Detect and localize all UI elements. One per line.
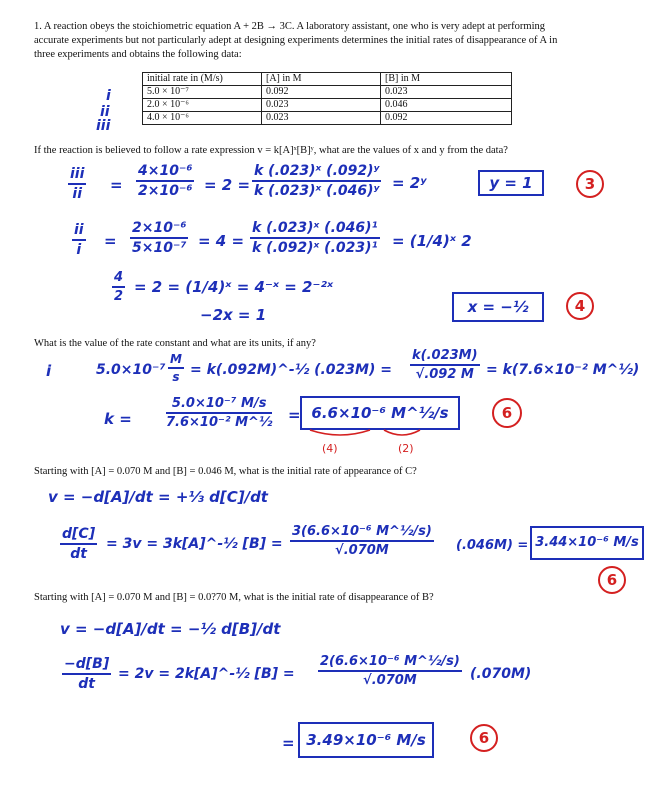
work-c-dc-num: d[C] (60, 526, 97, 545)
work-k-label: i (46, 362, 52, 380)
work-b-line2-tail: (.070M) (470, 666, 532, 682)
header-b: [B] in M (381, 73, 512, 86)
answer-c-box: 3.44×10⁻⁶ M/s (530, 526, 644, 560)
work-k-line1-c: = k(7.6×10⁻² M^½) (486, 362, 640, 378)
work-y-eq-2: = 2 = (204, 176, 251, 194)
header-a: [A] in M (262, 73, 381, 86)
work-k-line1-den: √.092 M (415, 367, 474, 382)
sub-score-value: (4) (322, 442, 338, 455)
work-k-units-den: s (172, 370, 180, 384)
work-c-line2-mid: = 3v = 3k[A]^-½ [B] = (106, 536, 283, 552)
work-x-line2-den: 2 (114, 289, 124, 304)
work-x-line3: −2x = 1 (200, 306, 267, 324)
question-intro-line-3: three experiments and obtains the following data: (34, 49, 242, 60)
work-x-eq: = (104, 232, 117, 250)
question-appearance-c: Starting with [A] = 0.070 M and [B] = 0.046 M, what is the initial rate of appearance of C? (34, 466, 417, 477)
work-k-line1-b: = k(.092M)^-½ (.023M) = (190, 362, 392, 378)
work-x-eq-4: = 4 = (198, 232, 245, 250)
work-b-db-num: −d[B] (62, 656, 111, 675)
work-x-line2-num: 4 (112, 270, 125, 288)
work-k-line1-a: 5.0×10⁻⁷ (96, 362, 166, 378)
work-y-ratio-den: 2×10⁻⁶ (138, 183, 193, 199)
work-y-eq: = (110, 176, 123, 194)
cell-b: 0.092 (381, 112, 512, 125)
answer-k-box: 6.6×10⁻⁶ M^½/s (300, 396, 460, 430)
row-label-i: i (106, 88, 111, 104)
work-c-frac-den: √.070M (335, 543, 389, 558)
work-b-line1: v = −d[A]/dt = −½ d[B]/dt (60, 620, 281, 638)
row-label-ii: ii (100, 104, 110, 120)
question-intro-line-2: accurate experiments but not particularly adept at designing experiments determines the initial rates of disappearance of A in (34, 35, 558, 46)
red-bracket-units (384, 430, 420, 435)
work-x-lhs-num: ii (72, 222, 86, 241)
work-x-k-den: k (.092)ˣ (.023)¹ (252, 240, 378, 256)
work-y-ratio-num: 4×10⁻⁶ (136, 163, 194, 182)
cell-a: 0.023 (262, 99, 381, 112)
score-c: 6 (598, 566, 626, 594)
work-x-result: = (1/4)ˣ 2 (392, 232, 472, 250)
work-y-k-den: k (.023)ˣ (.046)ʸ (254, 183, 380, 199)
score-b: 6 (470, 724, 498, 752)
work-x-lhs-den: i (76, 242, 82, 258)
question-disappearance-b: Starting with [A] = 0.070 M and [B] = 0.0?70 M, what is the initial rate of disappearance of B? (34, 592, 434, 603)
cell-rate: 4.0 × 10⁻⁶ (143, 112, 262, 125)
work-y-lhs-num: iii (68, 166, 86, 185)
score-y: 3 (576, 170, 604, 198)
question-rate-constant: What is the value of the rate constant and what are its units, if any? (34, 338, 316, 349)
work-k-k-num: 5.0×10⁻⁷ M/s (166, 396, 272, 414)
work-c-dc-den: dt (70, 546, 87, 562)
work-k-units-num: M (168, 352, 184, 369)
work-k-line1-num: k(.023M) (410, 348, 480, 366)
work-x-ratio-den: 5×10⁻⁷ (132, 240, 187, 256)
work-b-line2-mid: = 2v = 2k[A]^-½ [B] = (118, 666, 295, 682)
work-b-frac-num: 2(6.6×10⁻⁶ M^½/s) (318, 654, 462, 672)
answer-b-box: 3.49×10⁻⁶ M/s (298, 722, 434, 758)
header-initial-rate: initial rate in (M/s) (143, 73, 262, 86)
row-label-iii: iii (96, 118, 111, 134)
sub-score-units: (2) (398, 442, 414, 455)
question-intro-line-1: 1. A reaction obeys the stoichiometric equation A + 2B → 3C. A laboratory assistant, one who is very adept at performing (34, 21, 545, 32)
cell-b: 0.023 (381, 86, 512, 99)
work-x-ratio-num: 2×10⁻⁶ (130, 220, 188, 239)
work-b-frac-den: √.070M (363, 673, 417, 688)
work-x-line2: = 2 = (1/4)ˣ = 4⁻ˣ = 2⁻²ˣ (134, 278, 334, 296)
cell-b: 0.046 (381, 99, 512, 112)
cell-a: 0.092 (262, 86, 381, 99)
answer-y-box: y = 1 (478, 170, 544, 196)
work-c-line2-tail: (.046M) = (456, 538, 529, 553)
score-k: 6 (492, 398, 522, 428)
work-y-result: = 2ʸ (392, 174, 427, 192)
score-x: 4 (566, 292, 594, 320)
answer-x-box: x = −½ (452, 292, 544, 322)
cell-a: 0.023 (262, 112, 381, 125)
work-k-eq: = (288, 406, 301, 424)
work-x-k-num: k (.023)ˣ (.046)¹ (250, 220, 380, 239)
work-k-k-den: 7.6×10⁻² M^½ (166, 415, 273, 430)
work-y-lhs-den: ii (72, 186, 82, 202)
cell-rate: 5.0 × 10⁻⁷ (143, 86, 262, 99)
work-c-line1: v = −d[A]/dt = +⅓ d[C]/dt (48, 488, 268, 506)
cell-rate: 2.0 × 10⁻⁶ (143, 99, 262, 112)
work-b-eq: = (282, 734, 295, 752)
work-k-k-label: k = (104, 410, 132, 428)
work-y-k-num: k (.023)ˣ (.092)ʸ (252, 163, 381, 182)
red-bracket-value (310, 430, 370, 435)
work-b-db-den: dt (78, 676, 95, 692)
work-c-frac-num: 3(6.6×10⁻⁶ M^½/s) (290, 524, 434, 542)
question-rate-expression: If the reaction is believed to follow a rate expression v = k[A]ˣ[B]ʸ, what are the values of x and y from the data? (34, 145, 508, 156)
